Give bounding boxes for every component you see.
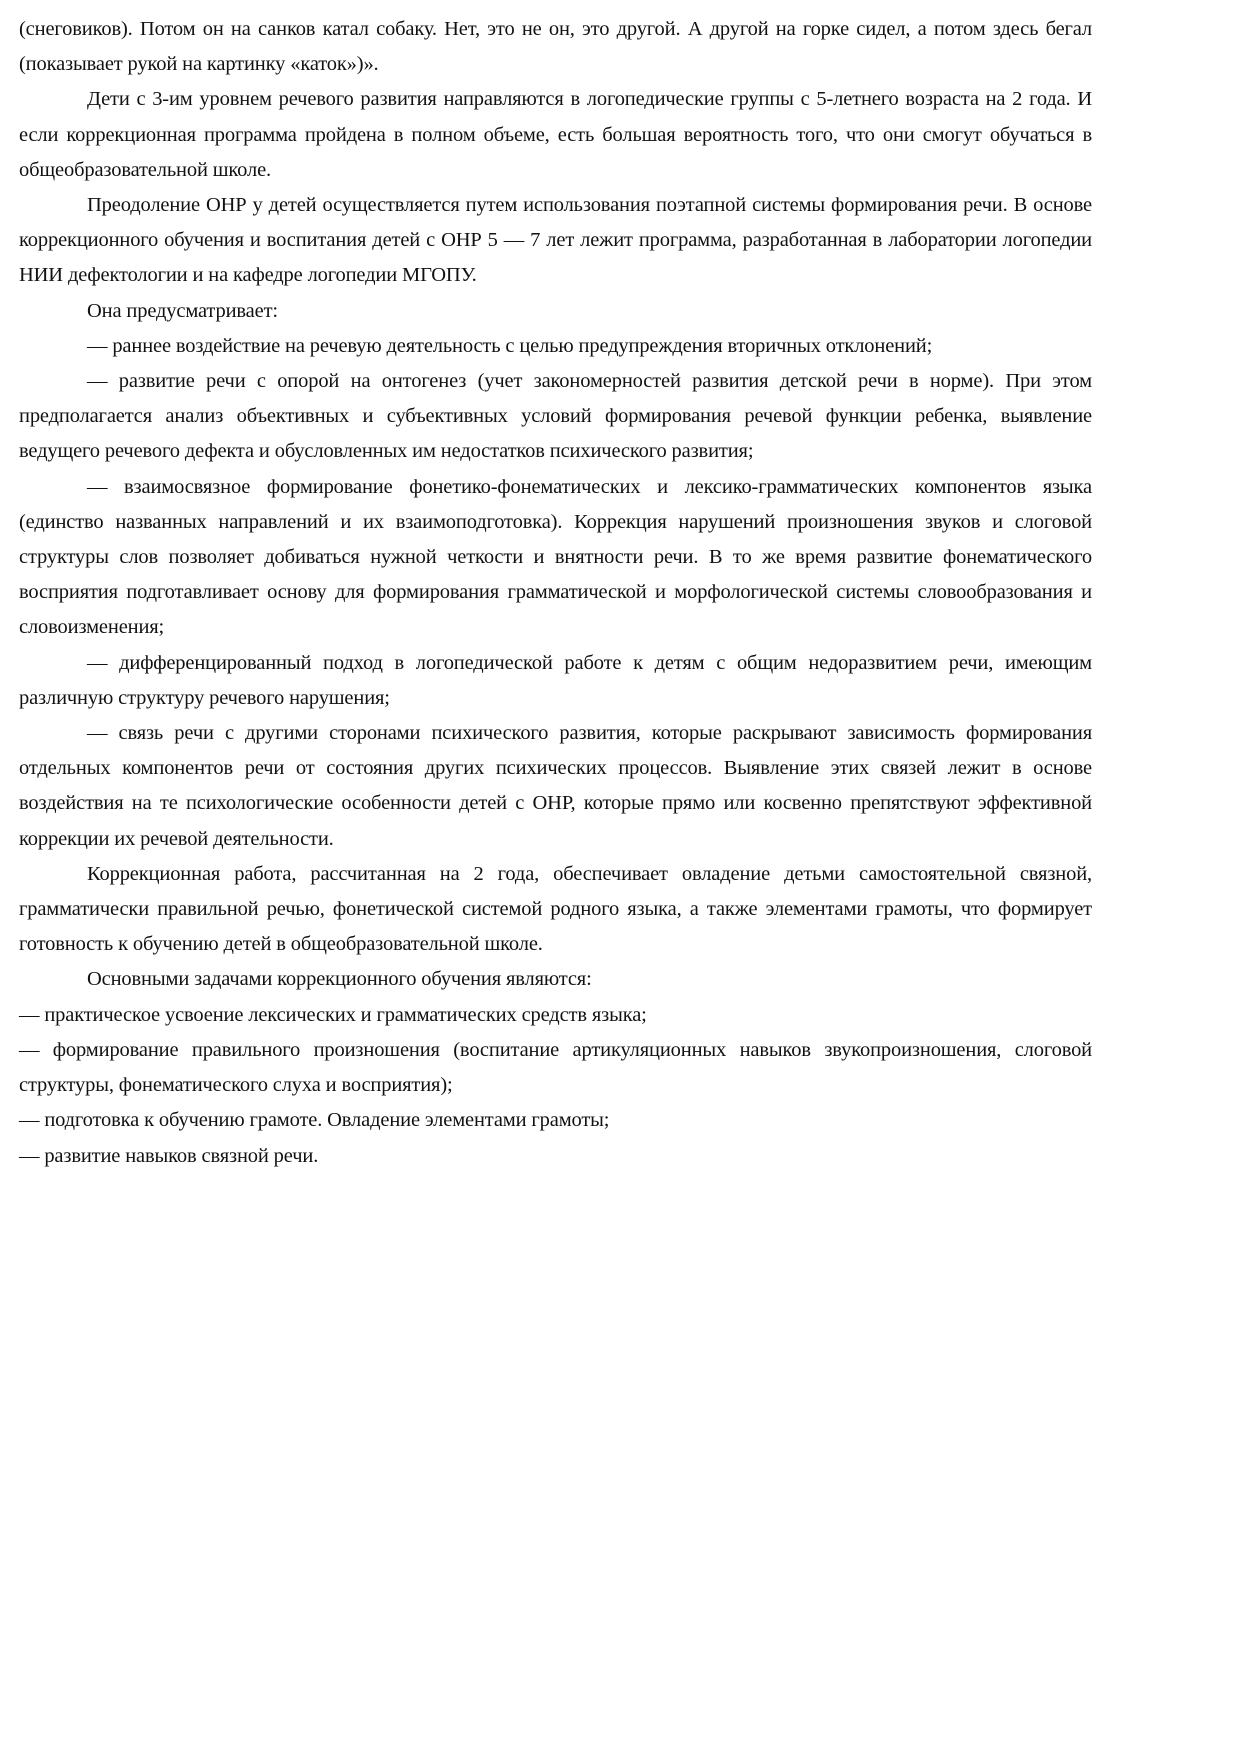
list-item-speech-psychic-link: — связь речи с другими сторонами психического развития, которые раскрывают зависимость формирования отдельных компонентов речи от состояния других психических процессов. Выявление этих связей лежит в основе воздействия на те психологические особенности детей с ОНР, которые прямо или косвенно препятствуют эффективной коррекции их речевой деятельности. (19, 722, 1092, 850)
list-item-early-impact: — раннее воздействие на речевую деятельность с целью предупреждения вторичных отклонений; (87, 334, 933, 357)
task-item-coherent-speech: — развитие навыков связной речи. (19, 1144, 319, 1167)
paragraph-main-tasks: Основными задачами коррекционного обучения являются: (87, 968, 592, 991)
paragraph-correction-work: Коррекционная работа, рассчитанная на 2 года, обеспечивает овладение детьми самостоятельной связной, грамматически правильной речью, фонетической системой родного языка, а также элементами грамоты, что формирует готовность к обучению детей в общеобразовательной школе. (19, 862, 1092, 956)
task-item-literacy: — подготовка к обучению грамоте. Овладение элементами грамоты; (19, 1109, 610, 1132)
list-item-differentiated-approach: — дифференцированный подход в логопедической работе к детям с общим недоразвитием речи, имеющим различную структуру речевого нарушения; (19, 651, 1092, 709)
paragraph-program-provides: Она предусматривает: (87, 299, 278, 322)
paragraph-onr-overcoming: Преодоление ОНР у детей осуществляется путем использования поэтапной системы формирования речи. В основе коррекционного обучения и воспитания детей с ОНР 5 — 7 лет лежит программа, разработанная в лаборатории логопедии НИИ дефектологии и на кафедре логопедии МГОПУ. (19, 194, 1092, 287)
paragraph-continuation: (снеговиков). Потом он на санков катал собаку. Нет, это не он, это другой. А другой на горке сидел, а потом здесь бегал (показывает рукой на картинку «каток»)». (19, 18, 1092, 76)
document-page (19, 12, 1092, 1174)
list-item-interconnected-formation: — взаимосвязное формирование фонетико-фонематических и лексико-грамматических компонентов языка (единство названных направлений и их взаимоподготовка). Коррекция нарушений произношения звуков и слоговой структуры слов позволяет добиваться нужной четкости и внятности речи. В то же время развитие фонематического восприятия подготавливает основу для формирования грамматической и морфологической системы словообразования и словоизменения; (19, 475, 1092, 639)
list-item-ontogenesis: — развитие речи с опорой на онтогенез (учет закономерностей развития детской речи в норме). При этом предполагается анализ объективных и субъективных условий формирования речевой функции ребенка, выявление ведущего речевого дефекта и обусловленных им недостатков психического развития; (19, 370, 1092, 463)
paragraph-speech-level-groups: Дети с 3-им уровнем речевого развития направляются в логопедические группы с 5-летнего возраста на 2 года. И если коррекционная программа пройдена в полном объеме, есть большая вероятность того, что они смогут обучаться в общеобразовательной школе. (19, 88, 1092, 181)
task-item-lexical-grammar: — практическое усвоение лексических и грамматических средств языка; (19, 1003, 647, 1026)
task-item-pronunciation: — формирование правильного произношения (воспитание артикуляционных навыков звукопроизношения, слоговой структуры, фонематического слуха и восприятия); (19, 1038, 1092, 1097)
